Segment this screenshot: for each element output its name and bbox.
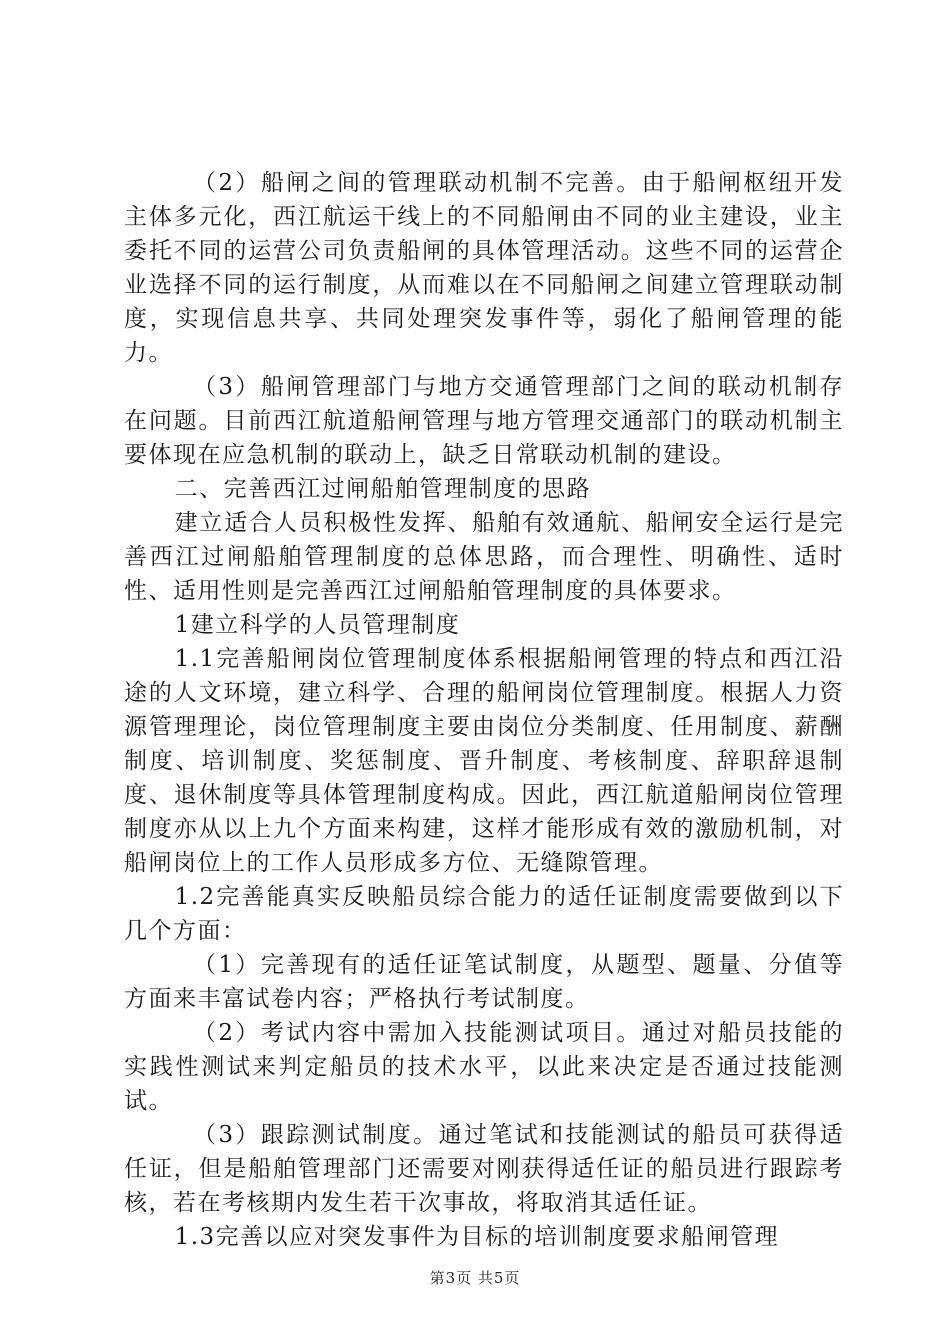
paragraph-local-coordination: （3）船闸管理部门与地方交通管理部门之间的联动机制存在问题。目前西江航道船闸管理与地方管理交通部门的联动机制主要体现在应急机制的联动上，缺乏日常联动机制的建设。 bbox=[124, 374, 844, 468]
subsection-heading-personnel: 1建立科学的人员管理制度 bbox=[174, 612, 461, 638]
list-item-tracking-test: （3）跟踪测试制度。通过笔试和技能测试的船员可获得适任证，但是船舶管理部门还需要对刚获得适任证的船员进行跟踪考核，若在考核期内发生若干次事故，将取消其适任证。 bbox=[124, 1122, 844, 1216]
paragraph-overall-idea: 建立适合人员积极性发挥、船舶有效通航、船闸安全运行是完善西江过闸船舶管理制度的总体思路，而合理性、明确性、适时性、适用性则是完善西江过闸船舶管理制度的具体要求。 bbox=[124, 510, 844, 604]
document-body bbox=[124, 166, 844, 1254]
page-number-footer: 第3页 共5页 bbox=[429, 1269, 521, 1287]
section-heading-ideas: 二、完善西江过闸船舶管理制度的思路 bbox=[174, 476, 592, 502]
list-item-skill-test: （2）考试内容中需加入技能测试项目。通过对船员技能的实践性测试来判定船员的技术水平，以此来决定是否通过技能测试。 bbox=[124, 1020, 844, 1114]
paragraph-post-management: 1.1完善船闸岗位管理制度体系根据船闸管理的特点和西江沿途的人文环境，建立科学、合理的船闸岗位管理制度。根据人力资源管理理论，岗位管理制度主要由岗位分类制度、任用制度、薪酬制度、培训制度、奖惩制度、晋升制度、考核制度、辞职辞退制度、退休制度等具体管理制度构成。因此，西江航道船闸岗位管理制度亦从以上九个方面来构建，这样才能形成有效的激励机制，对船闸岗位上的工作人员形成多方位、无缝隙管理。 bbox=[124, 646, 844, 876]
paragraph-lock-coordination: （2）船闸之间的管理联动机制不完善。由于船闸枢纽开发主体多元化，西江航运干线上的不同船闸由不同的业主建设，业主委托不同的运营公司负责船闸的具体管理活动。这些不同的运营企业选择不同的运行制度，从而难以在不同船闸之间建立管理联动制度，实现信息共享、共同处理突发事件等，弱化了船闸管理的能力。 bbox=[124, 170, 844, 366]
paragraph-training-system: 1.3完善以应对突发事件为目标的培训制度要求船闸管理 bbox=[174, 1224, 780, 1250]
list-item-written-exam: （1）完善现有的适任证笔试制度，从题型、题量、分值等方面来丰富试卷内容；严格执行考试制度。 bbox=[124, 952, 844, 1012]
paragraph-certificate-system: 1.2完善能真实反映船员综合能力的适任证制度需要做到以下几个方面： bbox=[124, 884, 844, 944]
